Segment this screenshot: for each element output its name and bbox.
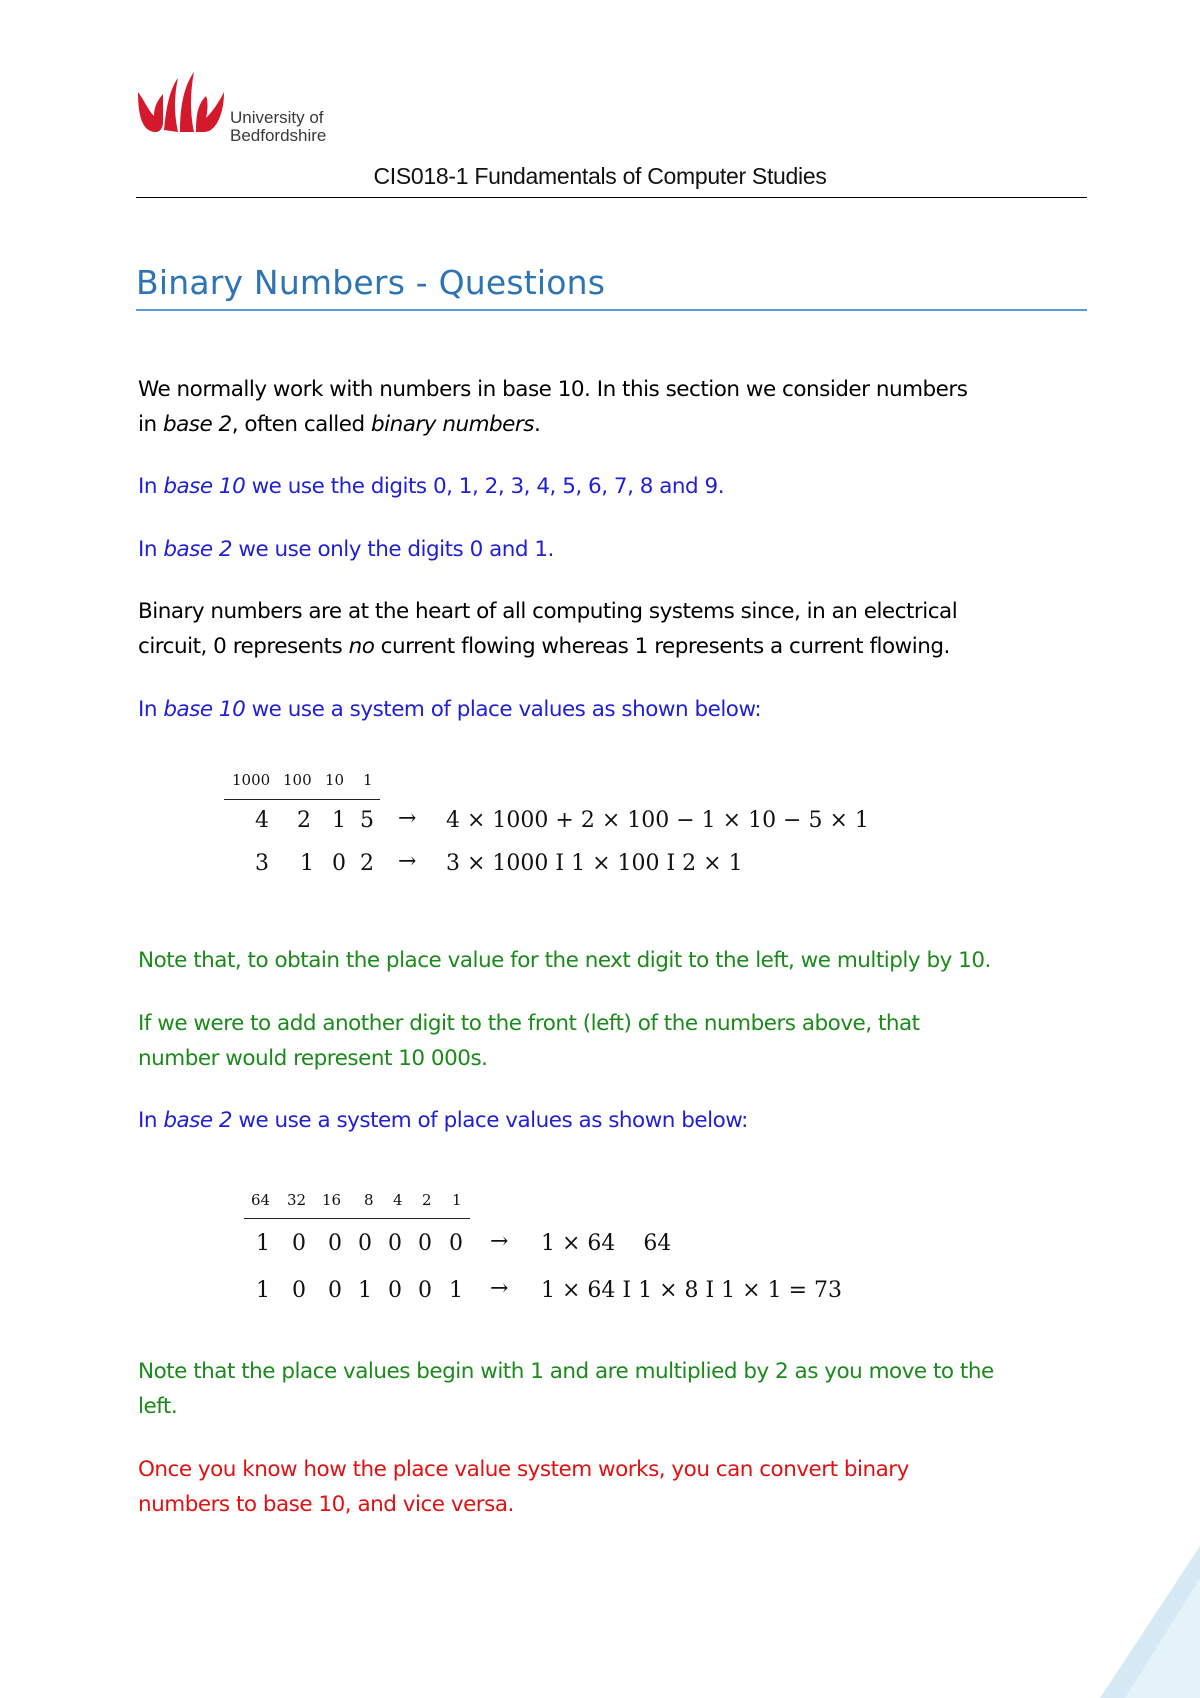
course-header: CIS018-1 Fundamentals of Computer Studies xyxy=(373,163,827,189)
digit: 4 xyxy=(255,808,269,833)
text-run: In xyxy=(138,474,164,499)
place-value-label: 64 xyxy=(251,1191,271,1209)
place-value-label: 4 xyxy=(393,1191,403,1209)
digit: 0 xyxy=(418,1278,432,1303)
logo-mark-icon xyxy=(136,70,226,140)
arrow-icon: → xyxy=(490,1276,509,1301)
digit: 0 xyxy=(418,1231,432,1256)
text-run: number would represent 10 000s. xyxy=(138,1046,488,1071)
university-logo xyxy=(136,70,336,146)
digit: 1 xyxy=(358,1278,372,1303)
text-run-italic: binary numbers xyxy=(371,412,534,437)
text-run-italic: base 10 xyxy=(163,474,246,499)
digit: 1 xyxy=(332,808,346,833)
text-run: we use the digits 0, 1, 2, 3, 4, 5, 6, 7, 8 and 9. xyxy=(245,474,725,499)
digit: 0 xyxy=(328,1231,342,1256)
text-run: If we were to add another digit to the front (left) of the numbers above, that xyxy=(138,1011,920,1036)
digit: 2 xyxy=(297,808,311,833)
digit: 0 xyxy=(332,851,346,876)
text-run: we use a system of place values as shown below: xyxy=(245,697,762,722)
text-run: In xyxy=(138,1108,164,1133)
digit: 0 xyxy=(292,1231,306,1256)
text-run: Note that, to obtain the place value for the next digit to the left, we multiply by 10. xyxy=(138,948,991,973)
place-value-label: 100 xyxy=(283,771,312,789)
multiply-by-2-note xyxy=(138,1354,1088,1424)
digit: 0 xyxy=(292,1278,306,1303)
digit: 3 xyxy=(255,851,269,876)
text-run: . xyxy=(533,412,541,437)
base2-place-values-intro xyxy=(138,1103,1088,1138)
text-run: In xyxy=(138,537,164,562)
place-value-label: 2 xyxy=(422,1191,432,1209)
circuit-paragraph xyxy=(138,594,1088,664)
digit: 0 xyxy=(328,1278,342,1303)
digit: 1 xyxy=(256,1278,270,1303)
arrow-icon: → xyxy=(398,849,417,874)
arrow-icon: → xyxy=(490,1229,509,1254)
digit: 0 xyxy=(388,1231,402,1256)
text-run-italic: no xyxy=(348,634,375,659)
text-run-italic: base 10 xyxy=(163,697,246,722)
text-run: , often called xyxy=(231,412,371,437)
place-value-label: 16 xyxy=(322,1191,342,1209)
text-run: In xyxy=(138,697,164,722)
place-value-label: 32 xyxy=(287,1191,307,1209)
place-value-label: 1000 xyxy=(232,771,271,789)
multiply-by-10-note xyxy=(138,943,1088,978)
expansion: 4 × 1000 + 2 × 100 − 1 × 10 − 5 × 1 xyxy=(446,808,869,833)
text-run: we use only the digits 0 and 1. xyxy=(232,537,554,562)
base10-digits-paragraph xyxy=(138,469,1088,504)
digit: 2 xyxy=(360,851,374,876)
table-rule xyxy=(244,1218,470,1219)
text-run: Once you know how the place value system works, you can convert binary xyxy=(138,1457,909,1482)
text-run: left. xyxy=(138,1394,178,1419)
page-title: Binary Numbers - Questions xyxy=(136,263,606,302)
digit: 0 xyxy=(358,1231,372,1256)
intro-line-1: We normally work with numbers in base 10. In this section we consider numbers xyxy=(138,377,968,402)
text-run: current flowing whereas 1 represents a current flowing. xyxy=(374,634,950,659)
text-run: we use a system of place values as shown below: xyxy=(232,1108,748,1133)
expansion: 3 × 1000 I 1 × 100 I 2 × 1 xyxy=(446,851,743,876)
base10-place-values-intro xyxy=(138,692,1088,727)
text-run: circuit, 0 represents xyxy=(138,634,349,659)
intro-paragraph xyxy=(138,372,1088,442)
digit: 5 xyxy=(360,808,374,833)
digit: 1 xyxy=(256,1231,270,1256)
digit: 0 xyxy=(388,1278,402,1303)
header-divider xyxy=(136,197,1087,198)
text-run: numbers to base 10, and vice versa. xyxy=(138,1492,514,1517)
table-rule xyxy=(224,799,380,800)
extra-digit-note xyxy=(138,1006,1088,1076)
text-run: Note that the place values begin with 1 and are multiplied by 2 as you move to the xyxy=(138,1359,994,1384)
conversion-note xyxy=(138,1452,1088,1522)
digit: 1 xyxy=(449,1278,463,1303)
place-value-label: 8 xyxy=(364,1191,374,1209)
text-run-italic: base 2 xyxy=(162,412,232,437)
digit: 0 xyxy=(449,1231,463,1256)
text-run: Binary numbers are at the heart of all computing systems since, in an electrical xyxy=(138,599,958,624)
digit: 1 xyxy=(300,851,314,876)
logo-text-line1: University of xyxy=(230,108,324,127)
title-underline xyxy=(136,309,1087,311)
expansion: 1 × 64 64 xyxy=(541,1231,672,1256)
base2-digits-paragraph xyxy=(138,532,1088,567)
place-value-label: 10 xyxy=(325,771,345,789)
corner-decoration-inner xyxy=(1125,1578,1200,1698)
arrow-icon: → xyxy=(398,806,417,831)
place-value-label: 1 xyxy=(363,771,373,789)
text-run-italic: base 2 xyxy=(163,537,233,562)
text-run-italic: base 2 xyxy=(163,1108,233,1133)
text-run: in xyxy=(138,412,163,437)
place-value-label: 1 xyxy=(452,1191,462,1209)
logo-text-line2: Bedfordshire xyxy=(230,126,327,145)
expansion: 1 × 64 I 1 × 8 I 1 × 1 = 73 xyxy=(541,1278,843,1303)
